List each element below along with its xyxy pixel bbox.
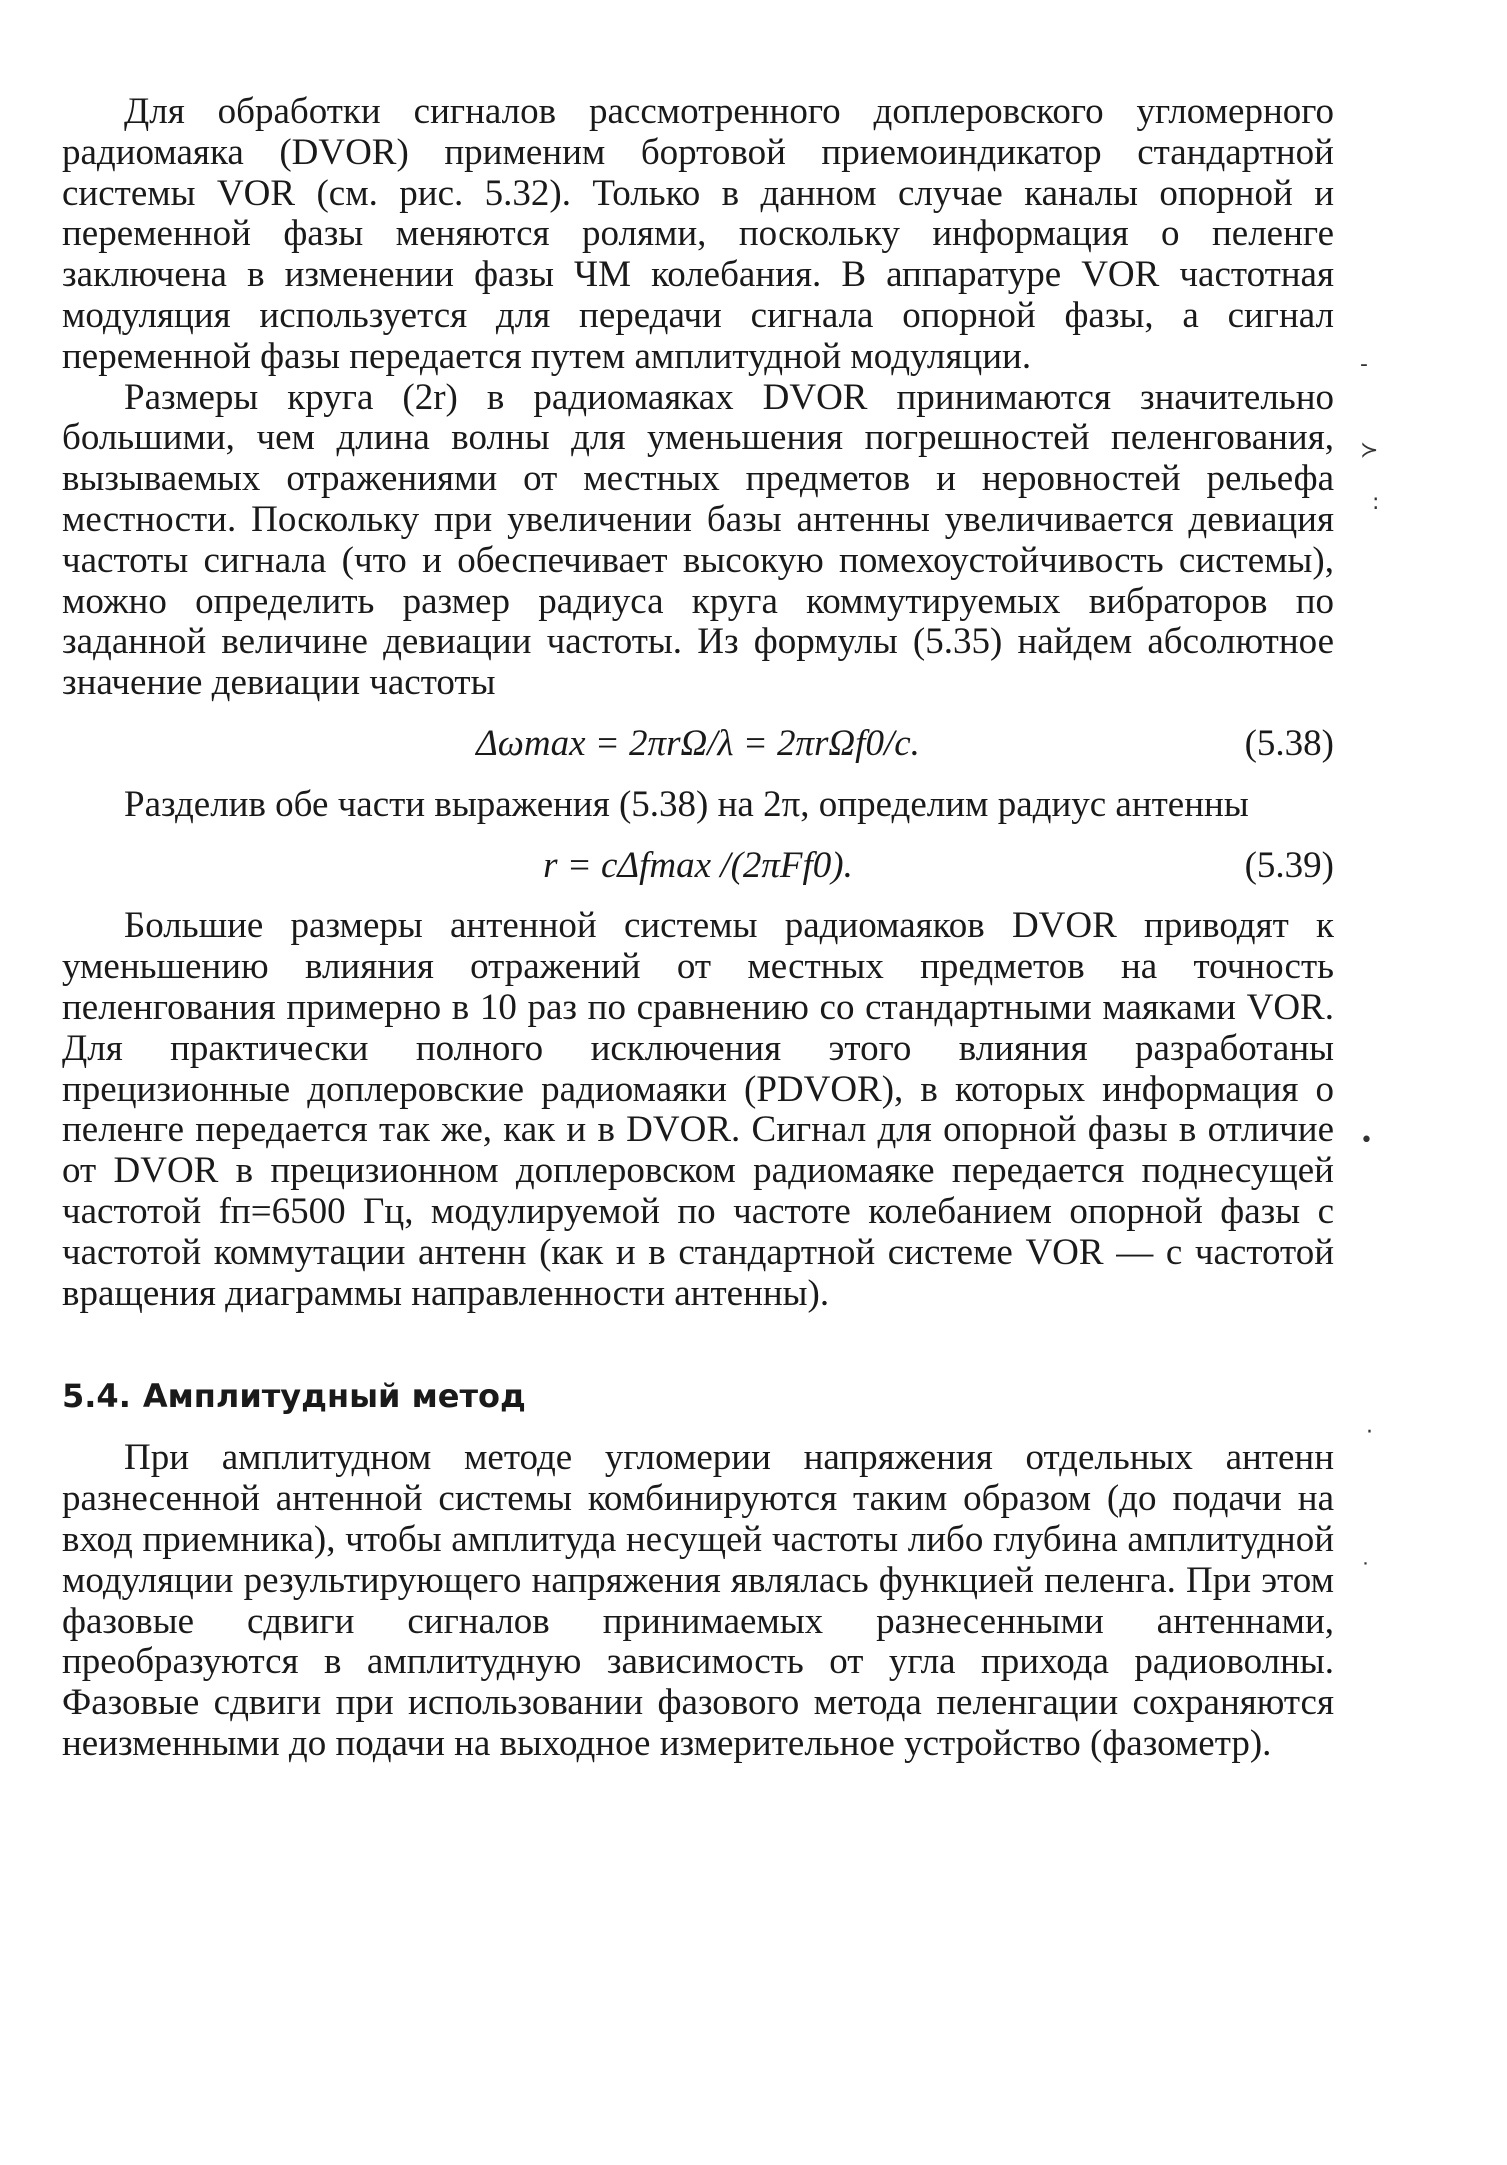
- paragraph-pdvor: Большие размеры антенной системы радиомаяков DVOR приводят к уменьшению влияния отражений от местных предметов на точность пеленгования примерно в 10 раз по сравнению со стандартными маяками VOR. Для практически полного исключения этого влияния разработаны прецизионные доплеровские радиомаяки (PDVOR), в которых информация о пеленге передается так же, как и в DVOR. Сигнал для опорной фазы в отличие от DVOR в прецизионном доплеровском радиомаяке передается поднесущей частотой fп=6500 Гц, модулируемой по частоте колебанием опорной фазы с частотой коммутации антенн (как и в стандартной системе VOR — с частотой вращения диаграммы направленности антенны).: [62, 905, 1334, 1314]
- section-heading: [62, 1376, 1334, 1416]
- document-page: [62, 92, 1334, 1765]
- scan-margin-marks: [1360, 0, 1507, 2165]
- formula-5-38-number: (5.38): [1244, 722, 1334, 764]
- section-title: Амплитудный метод: [142, 1377, 526, 1416]
- paragraph-circle-size: Размеры круга (2r) в радиомаяках DVOR принимаются значительно большими, чем длина волны для уменьшения погрешностей пеленгования, вызываемых отражениями от местных предметов и неровностей рельефа местности. Поскольку при увеличении базы антенны увеличивается девиация частоты сигнала (что и обеспечивает высокую помехоустойчивость системы), можно определить размер радиуса круга коммутируемых вибраторов по заданной величине девиации частоты. Из формулы (5.35) найдем абсолютное значение девиации частоты: [62, 376, 1334, 704]
- paragraph-dvor-receiver: Для обработки сигналов рассмотренного доплеровского угломерного радиомаяка (DVOR) применим бортовой приемоиндикатор стандартной системы VOR (см. рис. 5.32). Только в данном случае каналы опорной и переменной фазы меняются ролями, поскольку информация о пеленге заключена в изменении фазы ЧМ колебания. В аппаратуре VOR частотная модуляция используется для передачи сигнала опорной фазы, а сигнал переменной фазы передается путем амплитудной модуляции.: [62, 91, 1334, 377]
- scan-speck: ˙: [1360, 1560, 1371, 1585]
- scan-speck: ≻: [1360, 438, 1379, 463]
- paragraph-radius: Разделив обе части выражения (5.38) на 2π, определим радиус антенны: [124, 783, 1249, 825]
- paragraph-amplitude-method: При амплитудном методе угломерии напряжения отдельных антенн разнесенной антенной системы комбинируются таким образом (до подачи на вход приемника), чтобы амплитуда несущей частоты либо глубина амплитудной модуляции результирующего напряжения являлась функцией пеленга. При этом фазовые сдвиги сигналов принимаемых разнесенными антеннами, преобразуются в амплитудную зависимость от угла прихода радиоволны. Фазовые сдвиги при использовании фазового метода пеленгации сохраняются неизменными до подачи на выходное измерительное устройство (фазометр).: [62, 1437, 1334, 1764]
- scan-speck: ·: [1366, 1420, 1373, 1445]
- formula-5-39-expression: r = cΔfmax /(2πFf0).: [543, 844, 853, 886]
- scan-speck: :: [1372, 490, 1380, 515]
- formula-5-38: [62, 724, 1334, 765]
- formula-5-39-number: (5.39): [1244, 844, 1334, 886]
- scan-speck: •: [1360, 1128, 1373, 1153]
- scan-speck: ‐: [1360, 352, 1368, 377]
- formula-5-39: [62, 846, 1334, 887]
- formula-5-38-expression: Δωmax = 2πrΩ/λ = 2πrΩf0/c.: [476, 722, 920, 764]
- section-number: 5.4.: [62, 1377, 131, 1416]
